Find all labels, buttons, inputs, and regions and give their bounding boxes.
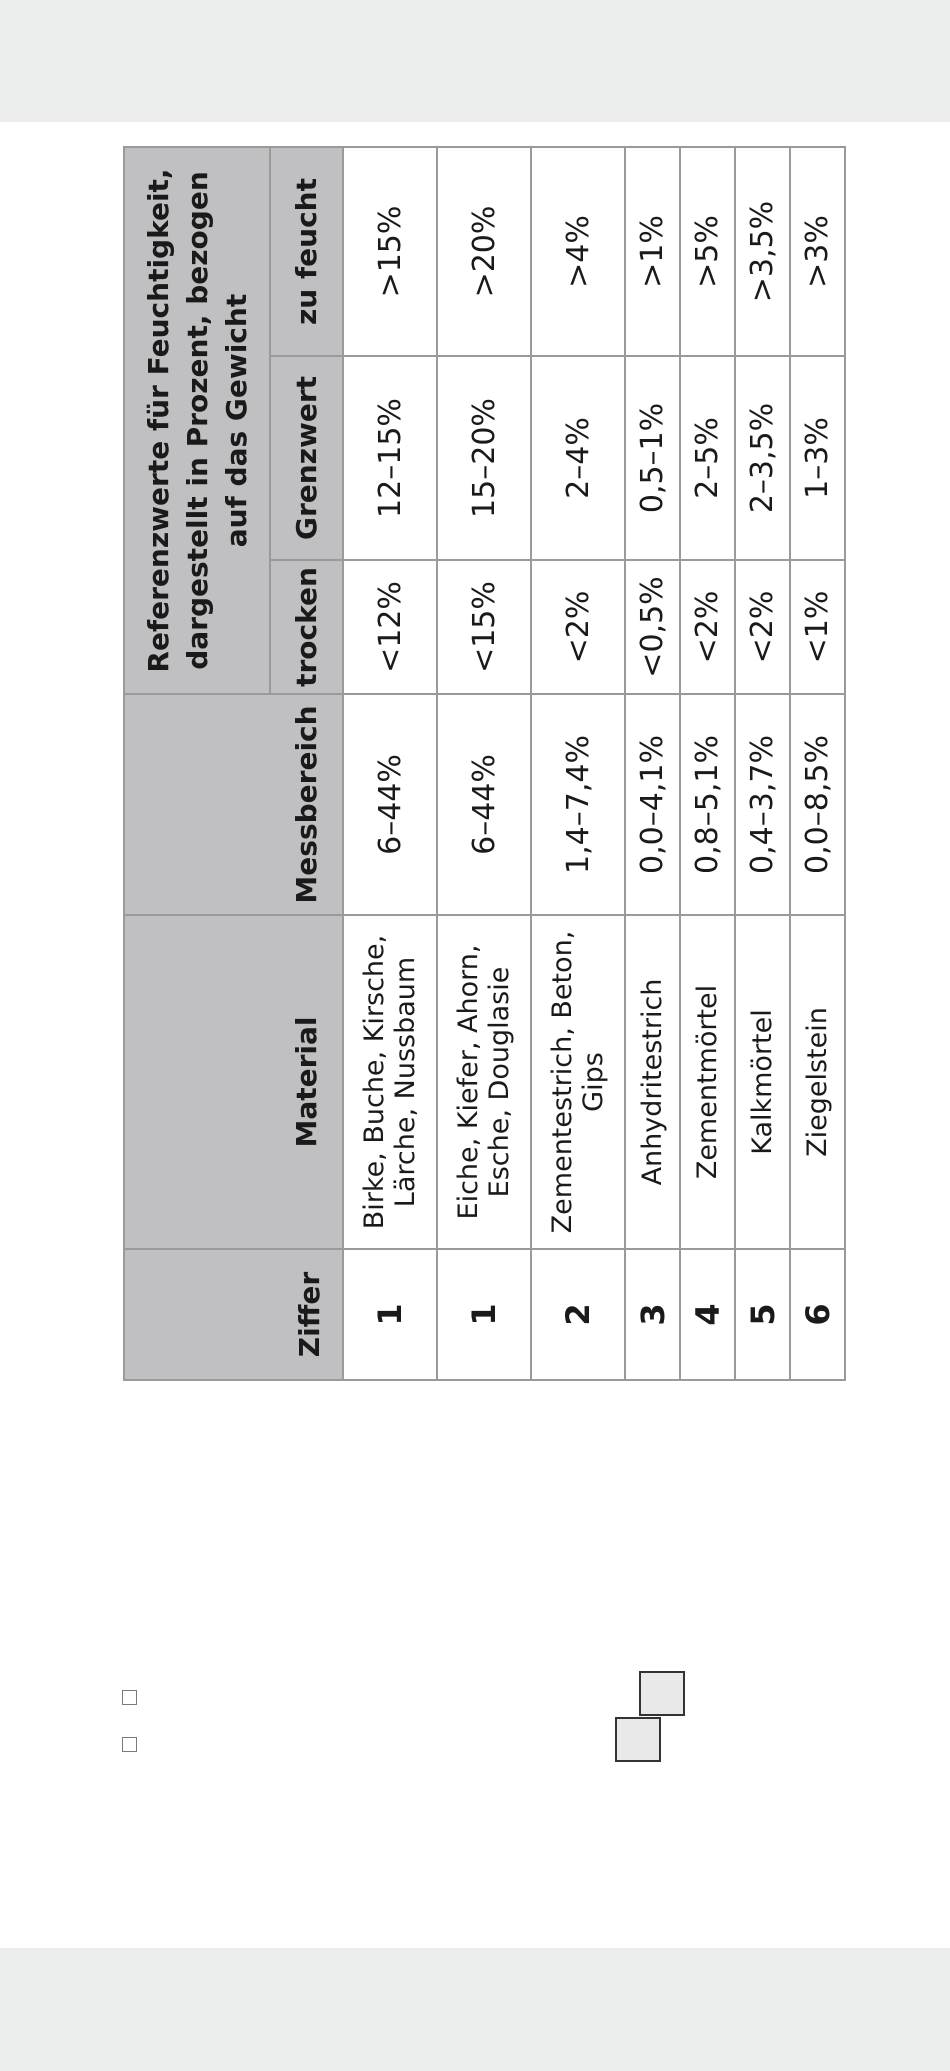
small-checkbox-icon	[122, 1737, 137, 1752]
header-too-wet: zu feucht	[270, 147, 343, 356]
header-limit: Grenzwert	[270, 356, 343, 560]
cell-dry: <2%	[735, 560, 790, 694]
cell-material: Anhydritestrich	[625, 915, 680, 1249]
cell-material: Ziegelstein	[790, 915, 845, 1249]
cell-limit: 0,5–1%	[625, 356, 680, 560]
header-number: Ziffer	[124, 1249, 343, 1380]
bottom-margin-band	[0, 1948, 950, 2071]
cell-dry: <15%	[437, 560, 531, 694]
square-box-icon	[639, 1671, 685, 1716]
cell-too-wet: >5%	[680, 147, 735, 356]
header-spacer	[124, 694, 270, 915]
top-margin-band	[0, 0, 950, 122]
cell-range: 6–44%	[437, 694, 531, 915]
cell-material: Zementmörtel	[680, 915, 735, 1249]
cell-dry: <1%	[790, 560, 845, 694]
moisture-reference-table	[123, 146, 846, 1381]
cell-too-wet: >20%	[437, 147, 531, 356]
cell-too-wet: >15%	[343, 147, 437, 356]
header-dry: trocken	[270, 560, 343, 694]
cell-range: 0,8–5,1%	[680, 694, 735, 915]
table-row	[625, 147, 680, 1380]
cell-dry: <2%	[531, 560, 625, 694]
cell-number: 4	[680, 1249, 735, 1380]
cell-number: 1	[437, 1249, 531, 1380]
table-row	[790, 147, 845, 1380]
cell-too-wet: >4%	[531, 147, 625, 356]
cell-limit: 2–5%	[680, 356, 735, 560]
cell-too-wet: >1%	[625, 147, 680, 356]
cell-number: 6	[790, 1249, 845, 1380]
cell-range: 0,0–4,1%	[625, 694, 680, 915]
cell-number: 3	[625, 1249, 680, 1380]
table-row	[343, 147, 437, 1380]
cell-range: 0,0–8,5%	[790, 694, 845, 915]
cell-range: 0,4–3,7%	[735, 694, 790, 915]
small-checkbox-icon	[122, 1690, 137, 1705]
table-row	[735, 147, 790, 1380]
cell-limit: 15–20%	[437, 356, 531, 560]
table-row	[680, 147, 735, 1380]
header-spacer	[124, 915, 270, 1249]
cell-material: Kalkmörtel	[735, 915, 790, 1249]
cell-range: 1,4–7,4%	[531, 694, 625, 915]
cell-number: 1	[343, 1249, 437, 1380]
cell-material: Eiche, Kiefer, Ahorn, Esche, Douglasie	[437, 915, 531, 1249]
cell-too-wet: >3,5%	[735, 147, 790, 356]
cell-limit: 2–4%	[531, 356, 625, 560]
header-material: Material	[270, 915, 343, 1249]
cell-material: Zementestrich, Beton, Gips	[531, 915, 625, 1249]
table-row	[531, 147, 625, 1380]
header-reference-values: Referenzwerte für Feuchtigkeit, dargestellt in Prozent, bezogen auf das Gewicht	[124, 147, 270, 694]
cell-limit: 2–3,5%	[735, 356, 790, 560]
cell-number: 5	[735, 1249, 790, 1380]
square-box-icon	[615, 1717, 661, 1762]
cell-material: Birke, Buche, Kirsche, Lärche, Nussbaum	[343, 915, 437, 1249]
moisture-reference-table-wrapper	[123, 148, 846, 1381]
cell-too-wet: >3%	[790, 147, 845, 356]
cell-dry: <12%	[343, 560, 437, 694]
cell-dry: <0,5%	[625, 560, 680, 694]
header-measuring-range: Messbereich	[270, 694, 343, 915]
table-row	[437, 147, 531, 1380]
cell-number: 2	[531, 1249, 625, 1380]
cell-limit: 12–15%	[343, 356, 437, 560]
cell-limit: 1–3%	[790, 356, 845, 560]
cell-dry: <2%	[680, 560, 735, 694]
cell-range: 6–44%	[343, 694, 437, 915]
